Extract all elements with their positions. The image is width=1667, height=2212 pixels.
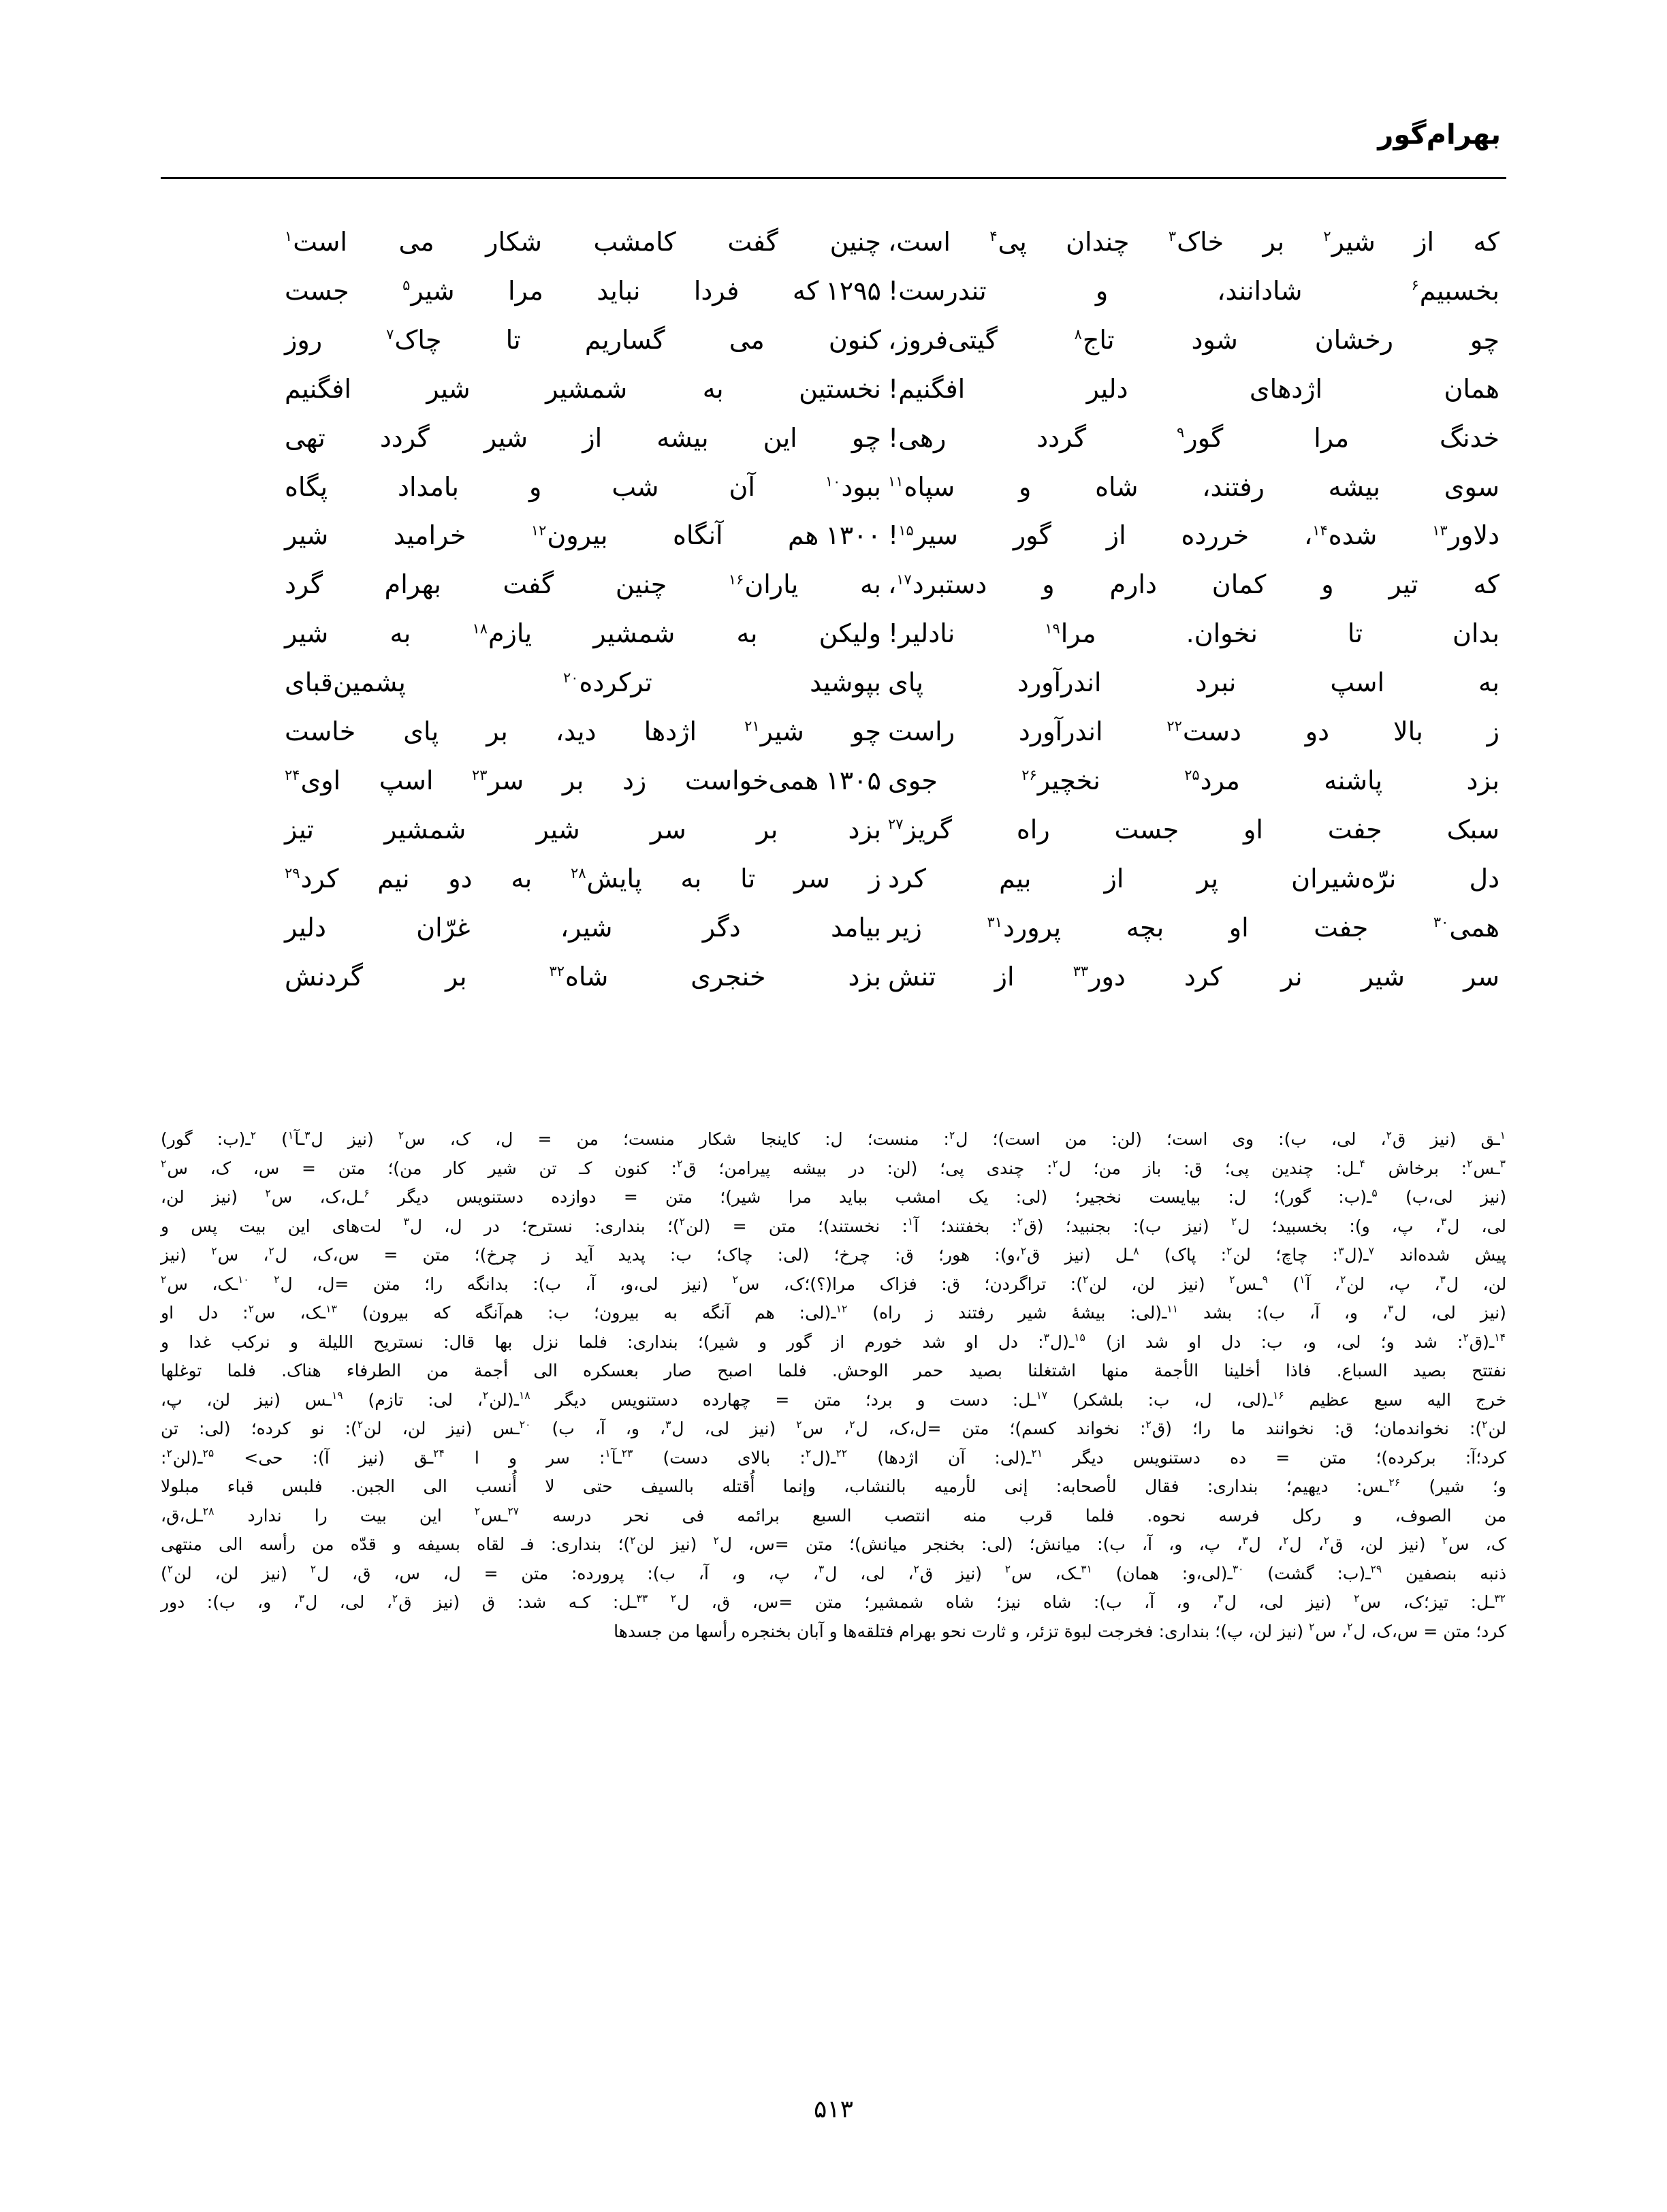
verse-couplet: [259, 616, 1504, 651]
verse-couplet: [259, 518, 1504, 553]
hemistich-right: چو شیر$^{۲۱}$ اژدها دید، بر پای خاست: [285, 716, 881, 747]
hemistich-right: بپوشید ترکرده$^{۲۰}$ پشمین‌قبای: [285, 667, 881, 698]
verse-couplet: [259, 274, 1504, 309]
verse-couplet: [259, 421, 1504, 456]
hemistich-left: دل نرّه‌شیران پر از بیم کرد: [888, 863, 1499, 894]
verse-number: ۱۲۹۵: [825, 275, 881, 306]
verse-couplet: [259, 225, 1504, 259]
hemistich-left: همی$^{۳۰}$ جفت او بچه پرورد$^{۳۱}$ زیر: [888, 912, 1499, 943]
hemistich-right: ولیکن به شمشیر یازم$^{۱۸}$ به شیر: [285, 618, 881, 649]
footnote-line: خرج الیه سبع عظیم $^{۱۶}$ـ(لی، ل، ب: بلشکر) $^{۱۷}$ـل: دست و برد؛ متن = چهارده دستنویس دیگر $^{۱۸}$ـ(لن$^۲$، لی: تازم) $^{۱۹}$ـس (نیز لن، پ،: [161, 1389, 1507, 1410]
footnote-line: و؛ شیر) $^{۲۶}$ـس: دیهیم؛ بنداری: فقال لأصحابه: إنی لأرمیه بالنشاب، وإنما أُقتله بالسیف حتی لا أُنسب الی الجبن. فلبس قباء مبلولا: [161, 1476, 1506, 1496]
footnote-line: لی، ل$^۳$، پ، و): بخسبید؛ ل$^۲$ (نیز ب): بجنبید؛ (ق$^۲$: بخفتند؛ آ$^۱$: نخستند)؛ متن = (لن$^۲$)؛ بنداری: نسترح؛ در ل، ل$^۳$ لت‌های این بیت پس و: [161, 1216, 1507, 1236]
footnote-line: $^۳$ـس$^۲$: برخاش $^۴$ـل: چندین پی؛ ق: باز من؛ ل$^۲$: چندی پی؛ (لن: در بیشه پیرامن؛ ق$^۲$: کنون کـ تن شیر کار من)؛ متن = س، ک، س$^۲$: [161, 1158, 1506, 1178]
hemistich-left: سبک جفت او جست راه گریز$^{۲۷}$: [888, 814, 1499, 844]
footnote-line: ک، س$^۲$ (نیز لن، ق$^۲$، ل$^۲$، ل$^۳$، پ، و، آ، ب): میانش؛ (لی: بخنجر میانش)؛ متن =س، ل$^۲$ (نیز لن$^۲$)؛ بنداری: فـ لقاه بسیفه و قدّه من رأسه الی منتهی: [161, 1534, 1507, 1554]
verse-couplet: [259, 960, 1504, 994]
hemistich-right: نخستین به شمشیر شیر افگنیم: [285, 373, 881, 404]
footnote-line: پیش شده‌اند $^۷$ـ(ل$^۳$: چاچ؛ لن$^۲$: پاک) $^۸$ـل (نیز ق$^۲$،و): هور؛ ق: چرخ؛ (لی: چاک؛ ب: پدید آید ز چرخ)؛ متن = س،ک، ل$^۲$، س$^۲$ (نیز: [161, 1244, 1506, 1265]
hemistich-right: بیامد دگر شیر، غرّان دلیر: [285, 912, 881, 943]
verse-couplet: [259, 567, 1504, 602]
hemistich-right: بزد خنجری شاه$^{۳۲}$ بر گردنش: [285, 961, 881, 992]
verse-number: ۱۳۰۰: [825, 520, 881, 551]
folio-page-number: ۵۱۳: [813, 2096, 853, 2123]
hemistich-left: دلاور$^{۱۳}$ شده$^{۱۴}$، خررده از گور سیر$^{۱۵}$!: [888, 520, 1499, 551]
page-header: [161, 121, 1506, 196]
footnote-line: $^۱$ـق (نیز ق$^۲$، لی، ب): وی است؛ (لن: من است)؛ ل$^۲$: منست؛ ل: کاینجا شکار منست؛ من = ل، ک، س$^۲$ (نیز ل$^۳$ـآ$^۱$) $^۲$ـ(ب: گور): [161, 1128, 1506, 1149]
hemistich-left: بزد پاشنه مرد$^{۲۵}$ نخچیر$^{۲۶}$ جوی: [888, 765, 1499, 795]
footnote-apparatus: [161, 1128, 1507, 1652]
footnote-line: $^{۱۴}$ـ(ق$^۲$: شد و؛ لی، و، ب: دل او شد از) $^{۱۵}$ـ(ل$^۳$: دل او شد خورم از گور و شیر)؛ بنداری: فلما نزل بها قال: نستریح اللیلة و نرکب غدا و: [161, 1331, 1506, 1352]
verse-couplet: [259, 911, 1504, 945]
hemistich-right: بزد بر سر شیر شمشیر تیز: [285, 814, 881, 844]
verse-couplet: [259, 862, 1504, 896]
verse-couplet: [259, 372, 1504, 407]
hemistich-left: بخسبیم$^۶$ شادانند، و تندرست!: [888, 275, 1499, 306]
hemistich-left: که تیر و کمان دارم و دستبرد$^{۱۷}$،: [888, 569, 1499, 600]
hemistich-right: ۱۳۰۵همی‌خواست زد بر سر$^{۲۳}$ اسپ اوی$^{۲۴}$: [285, 765, 881, 795]
footnote-line: لن، ل$^۳$، پ، لن$^۲$، آ$^۱$) $^۹$ـس$^۲$ (نیز لن، لن$^۲$): تراگردن؛ ق: فزاک مرا(؟)؛ک، س$^۲$ (نیز لی،و، آ، ب): بدانگه را؛ متن =ل، ل$^۲$ $^{۱۰}$ـک، س$^۲$: [161, 1274, 1507, 1294]
hemistich-left: بدان تا نخوان. مرا$^{۱۹}$ نادلیر!: [888, 618, 1499, 649]
verse-couplet: [259, 470, 1504, 505]
footnote-line: (نیز لی،ب) $^۵$ـ(ب: گور)؛ ل: بیایست نخجیر؛ (لی: یک امشب بباید مرا شیر)؛ متن = دوازده دستنویس دیگر $^۶$ـل،ک، س$^۲$ (نیز لن،: [161, 1186, 1507, 1207]
hemistich-left: سر شیر نر کرد دور$^{۳۳}$ از تنش: [888, 961, 1499, 992]
footnote-line: کرد؛ متن = س،ک، ل$^۲$، س$^۲$ (نیز لن، پ)؛ بنداری: فخرجت لبوة تزئر، و ثارت نحو بهرام فتلقه‌ها و آبان بخنجره رأسها من جسدها: [614, 1621, 1506, 1641]
hemistich-right: ببود$^{۱۰}$ آن شب و بامداد پگاه: [285, 471, 881, 502]
hemistich-left: چو رخشان شود تاج$^۸$ گیتی‌فروز،: [888, 324, 1499, 355]
verse-couplet: [259, 812, 1504, 847]
verse-couplet: [259, 714, 1504, 749]
hemistich-right: ز سر تا به پایش$^{۲۸}$ به دو نیم کرد$^{۲۹}$: [285, 863, 881, 894]
running-head-title: بهرام‌گور: [1378, 119, 1501, 151]
footnote-line: من الصوف، و رکل فرسه نحوه. فلما قرب منه انتصب السبع برائمه فی نحر درسه $^{۲۷}$ـس$^۲$ این بیت را ندارد $^{۲۸}$ـل،ق،: [161, 1505, 1507, 1526]
hemistich-left: همان اژدهای دلیر افگنیم!: [888, 373, 1499, 404]
header-divider-rule: [161, 177, 1506, 179]
footnote-line: (نیز لی، ل$^۳$، و، آ، ب): بشد $^{۱۱}$ـ(لی: بیشهٔ شیر رفتند ز راه) $^{۱۲}$ـ(لی: هم آنگه به بیرون؛ ب: هم‌آنگه که بیرون) $^{۱۳}$ـک، س$^۲$: دل او: [161, 1302, 1506, 1323]
hemistich-left: سوی بیشه رفتند، شاه و سپاه$^{۱۱}$: [888, 471, 1499, 502]
hemistich-right: ۱۲۹۵که فردا نباید مرا شیر$^۵$ جست: [285, 275, 881, 306]
hemistich-left: خدنگ مرا گور$^۹$ گردد رهی!: [888, 422, 1499, 453]
hemistich-right: به یاران$^{۱۶}$ چنین گفت بهرام گرد: [285, 569, 881, 600]
footnote-line: نفتتح بصید السباع. فاذا أخلینا الأجمة منها اشتغلنا بصید حمر الوحش. فلما اصبح صار بعسکره الی أجمة من الطرفاء هناک. فلما توغلها: [161, 1361, 1507, 1380]
verse-couplet: [259, 323, 1504, 358]
verse-couplet: [259, 665, 1504, 700]
hemistich-left: ز بالا دو دست$^{۲۲}$ اندرآورد راست: [888, 716, 1499, 747]
footnote-line: کرد؛آ: برکرده)؛ متن = ده دستنویس دیگر $^{۲۱}$ـ(لی: آن اژدها) $^{۲۲}$ـ(ل$^۲$: بالای دست) $^{۲۳}$ـآ$^۱$: سر و ا $^{۲۴}$ـق (نیز آ): حی> $^{۲۵}$ـ(لن$^۲$:: [161, 1447, 1507, 1468]
verse-couplet: [259, 763, 1504, 798]
footnote-line: لن$^۲$): نخواندمان؛ ق: نخوانند ما را؛ (ق$^۲$: نخواند کسم)؛ متن =ل،ک، ل$^۲$، س$^۲$ (نیز لی، ل$^۳$، و، آ، ب) $^{۲۰}$ـس (نیز لن، لن$^۲$): نو کرده؛ (لی: تن: [161, 1418, 1507, 1438]
verse-number: ۱۳۰۵: [825, 765, 881, 795]
hemistich-left: که از شیر$^۲$ بر خاک$^۳$ چندان پی$^۴$ است،: [888, 227, 1499, 257]
hemistich-left: به اسپ نبرد اندرآورد پای: [888, 667, 1499, 698]
verse-block: [259, 225, 1504, 1009]
hemistich-right: ۱۳۰۰هم آنگاه بیرون$^{۱۲}$ خرامید شیر: [285, 520, 881, 551]
hemistich-right: کنون می گساریم تا چاک$^۷$ روز: [285, 324, 881, 355]
footnote-line: ذنبه بنصفین $^{۲۹}$ـ(ب: گشت) $^{۳۰}$ـ(لی،و: همان) $^{۳۱}$ـک، س$^۲$ (نیز ق$^۲$، لی، ل$^۳$، پ، و، آ، ب): پرورده: متن = ل، س، ق، ل$^۲$ (نیز لن، لن$^۲$): [161, 1563, 1507, 1583]
hemistich-right: چو این بیشه از شیر گردد تهی: [285, 422, 881, 453]
footnote-line: $^{۳۲}$ـل: تیز؛ک، س$^۲$ (نیز لی، ل$^۳$، و، آ، ب): شاه نیز؛ شاه شمشیر؛ متن =س، ق، ل$^۲$ $^{۳۳}$ـل: کـه شد: ق (نیز ق$^۲$، لی، ل$^۳$، و، ب): دور: [161, 1592, 1506, 1612]
hemistich-right: چنین گفت کامشب شکار می است$^۱$: [285, 227, 881, 257]
